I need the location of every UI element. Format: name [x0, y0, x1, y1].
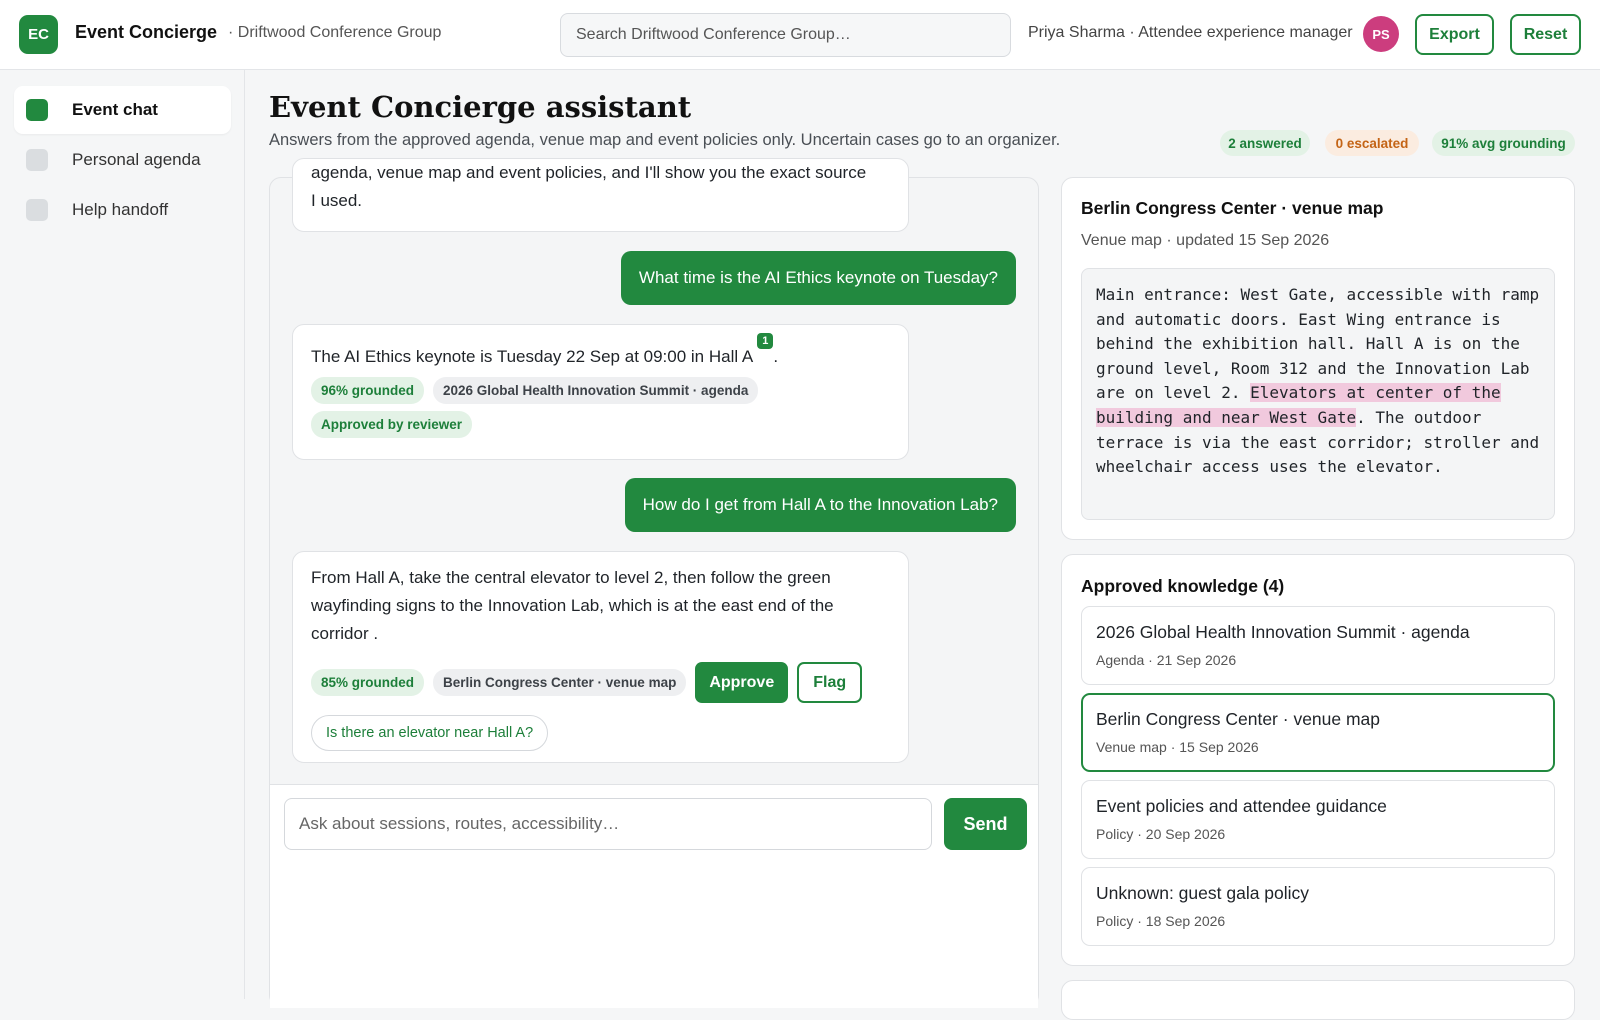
- grounded-badge: 96% grounded: [311, 377, 424, 404]
- sidebar-item-help-handoff[interactable]: [14, 186, 231, 234]
- avatar[interactable]: PS: [1363, 16, 1399, 52]
- agenda-icon: [26, 149, 48, 171]
- message-input[interactable]: [284, 798, 932, 850]
- knowledge-item-title: 2026 Global Health Innovation Summit · agenda: [1096, 622, 1470, 642]
- knowledge-item-meta: Policy · 20 Sep 2026: [1096, 826, 1226, 842]
- assistant-message: [292, 324, 909, 460]
- flag-button[interactable]: Flag: [797, 662, 862, 703]
- suggested-question-chip[interactable]: Is there an elevator near Hall A?: [311, 715, 548, 751]
- search-input[interactable]: [560, 13, 1011, 57]
- knowledge-item[interactable]: [1081, 867, 1555, 946]
- source-excerpt: [1081, 268, 1555, 520]
- chat-panel: [269, 163, 1039, 1007]
- handoff-icon: [26, 199, 48, 221]
- source-tag[interactable]: Berlin Congress Center · venue map: [433, 669, 686, 696]
- knowledge-title: Approved knowledge (4): [1081, 576, 1285, 596]
- approve-button[interactable]: Approve: [695, 662, 788, 703]
- org-name: · Driftwood Conference Group: [228, 24, 442, 41]
- source-tag[interactable]: 2026 Global Health Innovation Summit · agenda: [433, 377, 758, 404]
- knowledge-item-title: Event policies and attendee guidance: [1096, 796, 1387, 816]
- sidebar-item-event-chat[interactable]: [14, 86, 231, 134]
- sidebar-item-label: Help handoff: [72, 200, 169, 219]
- approval-status-badge: Approved by reviewer: [311, 411, 472, 438]
- chat-icon: [26, 99, 48, 121]
- knowledge-item-title: Berlin Congress Center · venue map: [1096, 709, 1381, 729]
- message-text: agenda, venue map and event policies, and I'll show you the exact source: [311, 163, 867, 182]
- send-button[interactable]: Send: [944, 798, 1027, 850]
- chat-messages[interactable]: [270, 163, 1038, 784]
- sidebar: [0, 70, 245, 999]
- source-highlight: Elevators at center of the building and near West Gate: [1096, 383, 1501, 427]
- escalated-badge: 0 escalated: [1325, 130, 1419, 156]
- composer: [270, 784, 1038, 1008]
- grounded-badge: 85% grounded: [311, 669, 424, 696]
- message-text: I used.: [311, 191, 363, 210]
- knowledge-item-meta: Venue map · 15 Sep 2026: [1096, 739, 1259, 755]
- source-text: . The outdoor terrace is via the east corridor; stroller and wheelchair access uses the elevator.: [1096, 407, 1540, 477]
- user-message: How do I get from Hall A to the Innovation Lab?: [625, 478, 1016, 532]
- knowledge-item-meta: Policy · 18 Sep 2026: [1096, 913, 1226, 929]
- citation-marker[interactable]: 1: [757, 333, 773, 349]
- additional-card: [1061, 980, 1575, 1020]
- sidebar-item-label: Event chat: [72, 100, 158, 119]
- user-message: What time is the AI Ethics keynote on Tuesday?: [621, 251, 1016, 305]
- knowledge-item-title: Unknown: guest gala policy: [1096, 883, 1310, 903]
- answered-badge: 2 answered: [1220, 130, 1310, 156]
- sidebar-item-label: Personal agenda: [72, 150, 201, 169]
- export-button[interactable]: Export: [1415, 14, 1494, 55]
- reset-button[interactable]: Reset: [1510, 14, 1581, 55]
- source-title: Berlin Congress Center · venue map: [1081, 198, 1384, 218]
- app-logo: EC: [19, 15, 58, 54]
- assistant-message: [292, 551, 909, 763]
- knowledge-item-selected[interactable]: [1081, 693, 1555, 772]
- grounding-badge: 91% avg grounding: [1432, 130, 1575, 156]
- top-bar: [0, 0, 1600, 70]
- source-text: Main entrance: West Gate, accessible with ramp and automatic doors. East Wing entrance is behind the exhibition hall. Hall A is on the ground level, Room 312 and the Innovation Lab are on level 2.: [1096, 285, 1540, 403]
- knowledge-item[interactable]: [1081, 780, 1555, 859]
- message-text: The AI Ethics keynote is Tuesday 22 Sep at 09:00 in Hall A: [311, 347, 754, 366]
- knowledge-card: [1061, 554, 1575, 966]
- page-subtitle: Answers from the approved agenda, venue map and event policies only. Uncertain cases go to an organizer.: [269, 131, 1061, 149]
- page-title: Event Concierge assistant: [269, 90, 692, 124]
- source-meta: Venue map · updated 15 Sep 2026: [1081, 232, 1330, 249]
- app-name: Event Concierge: [75, 22, 218, 42]
- knowledge-item-meta: Agenda · 21 Sep 2026: [1096, 652, 1237, 668]
- knowledge-item[interactable]: [1081, 606, 1555, 685]
- source-card: [1061, 177, 1575, 540]
- assistant-message: [292, 158, 909, 232]
- message-text-end: .: [773, 347, 779, 366]
- message-text: From Hall A, take the central elevator to level 2, then follow the green wayfinding signs to the Innovation Lab, which is at the east end of the corridor .: [311, 568, 834, 643]
- sidebar-item-personal-agenda[interactable]: [14, 136, 231, 184]
- user-info: Priya Sharma · Attendee experience manager: [1028, 24, 1353, 41]
